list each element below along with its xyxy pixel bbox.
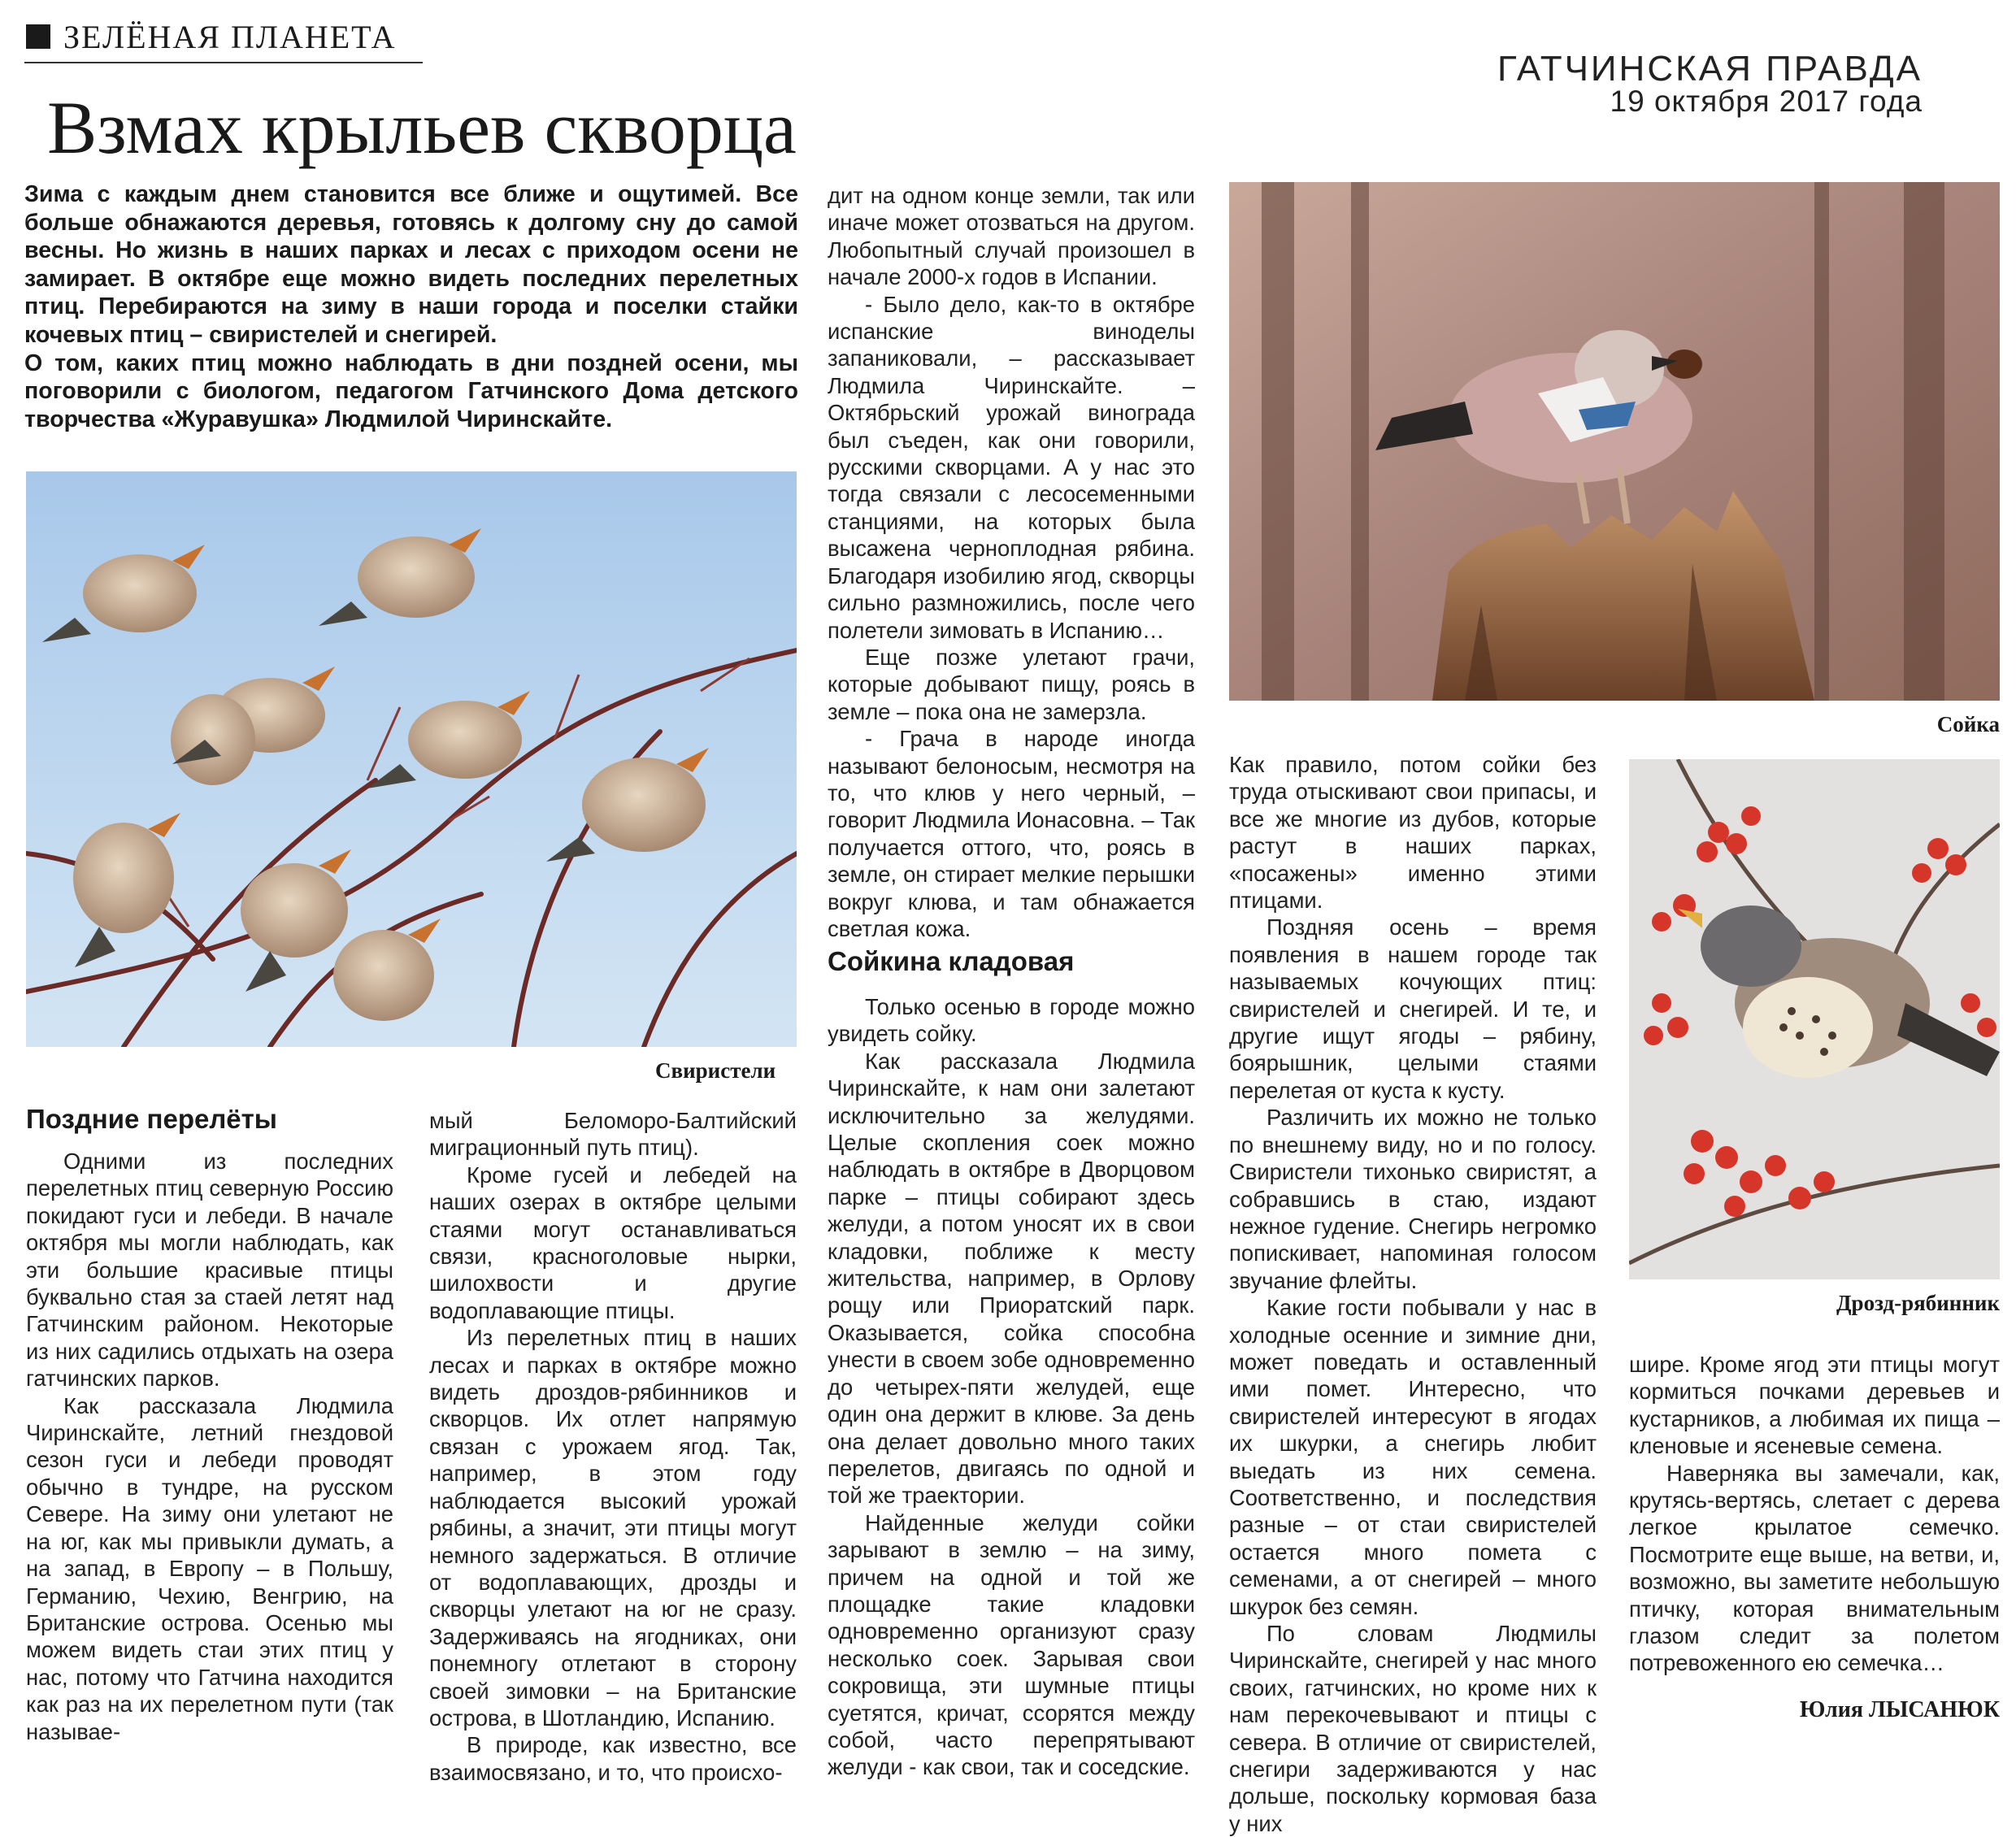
fieldfare-photo bbox=[1629, 759, 2000, 1279]
newspaper-name: ГАТЧИНСКАЯ ПРАВДА bbox=[1497, 49, 1923, 89]
article-column-4 bbox=[1229, 751, 1597, 1837]
paragraph: Найденные желуди сойки зарывают в землю – на зиму, причем на одной и той же площадке такие кладовки одновременно организуют сразу несколько соек. Зарывая свои сокровища, эти шумные птицы суетятся, кричат, ссорятся между собой, часто перепрятывают желуди - как свои, так и соседские. bbox=[828, 1509, 1195, 1780]
paragraph: Различить их можно не только по внешнему виду, но и по голосу. Свиристели тихонько свиристят, а собравшись в стаю, издают нежное гудение. Снегирь негромко попискивает, напоминая голосом звучание флейты. bbox=[1229, 1105, 1597, 1293]
paragraph: дит на одном конце земли, так или иначе может отозваться на другом. Любопытный случай произошел в начале 2000-х годов в Испании. bbox=[828, 183, 1195, 290]
waxwings-photo bbox=[26, 471, 797, 1047]
article-column-2 bbox=[429, 1107, 797, 1786]
article-column-5 bbox=[1629, 1351, 2000, 1677]
paragraph: В природе, как известно, все взаимосвязано, и то, что происхо- bbox=[429, 1732, 797, 1785]
paragraph: - Было дело, как-то в октябре испанские виноделы запаниковали, – рассказывает Людмила Чиринскайте. – Октябрьский урожай винограда был съеден, как они говорили, русскими скворцами. А у нас это тогда связали с лесосеменными станциями, на которых была высажена черноплодная рябина. Благодаря изобилию ягод, скворцы сильно размножились, после чего полетели зимовать в Испанию… bbox=[828, 291, 1195, 643]
article-author: Юлия ЛЫСАНЮК bbox=[1799, 1697, 2000, 1722]
paragraph: Поздняя осень – время появления в нашем городе так называемых кочующих птиц: свиристелей и снегирей. И те, и другие ищут ягоды – рябину, боярышник, целыми стаями перелетая от куста к кусту. bbox=[1229, 914, 1597, 1103]
jay-caption: Сойка bbox=[1936, 712, 2000, 736]
paragraph: Как рассказала Людмила Чиринскайте, к нам они залетают исключительно за желудями. Целые скопления соек можно наблюдать в октябре в Дворцовом парке – птицы собирают здесь желуди, а потом уносят их в свои кладовки, поближе к месту жительства, например, в Орлову рощу или Приоратский парк. Оказывается, сойка способна унести в своем зобе одновременно до четырех-пяти желудей, еще один она держит в клюве. За день она делает довольно много таких перелетов, двигаясь по одной и той же траектории. bbox=[828, 1048, 1195, 1509]
paragraph: Какие гости побывали у нас в холодные осенние и зимние дни, может поведать и оставленный ими помет. Интересно, что свиристелей интересуют в ягодах их шкурки, а снегирь любит выедать из них семена. Соответственно, и последствия разные – от стаи свиристелей остается много помета с семенами, а от снегирей – много шкурок без семян. bbox=[1229, 1295, 1597, 1619]
section-title-jay-pantry: Сойкина кладовая bbox=[828, 946, 1075, 976]
section-rubric bbox=[24, 15, 423, 63]
paragraph: По словам Людмилы Чиринскайте, снегирей у нас много своих, гатчинских, но кроме них к нам перекочевывают и птицы с севера. В отличие от свиристелей, снегири задерживаются у нас дольше, поскольку кормовая база у них bbox=[1229, 1621, 1597, 1836]
paragraph: Наверняка вы замечали, как, крутясь-вертясь, слетает с дерева легкое крылатое семечко. Посмотрите еще выше, на ветви, и, возможно, вы заметите небольшую птичку, которая внимательным глазом следит за полетом потревоженного ею семечка… bbox=[1629, 1460, 2000, 1676]
paragraph: Еще позже улетают грачи, которые добывают пищу, роясь в земле – пока она не замерзла. bbox=[828, 644, 1195, 724]
paragraph: - Грача в народе иногда называют белоносым, несмотря на то, что клюв у него черный, – говорит Людмила Ионасовна. – Так получается оттого, что, роясь в земле, он стирает мелкие перышки вокруг клюва, и там обнажается светлая кожа. bbox=[828, 726, 1195, 941]
paragraph: Кроме гусей и лебедей на наших озерах в октябре целыми стаями могут останавливаться связи, красноголовые нырки, шилохвости и другие водоплавающие птицы. bbox=[429, 1162, 797, 1323]
article-column-3 bbox=[828, 993, 1195, 1781]
fieldfare-caption: Дрозд-рябинник bbox=[1836, 1291, 2000, 1315]
paragraph: шире. Кроме ягод эти птицы могут кормиться почками деревьев и кустарников, а любимая их пища – кленовые и ясеневые семена. bbox=[1629, 1352, 2000, 1459]
paragraph: Из перелетных птиц в наших лесах и парках в октябре можно видеть дроздов-рябинников и скворцов. Их отлет напрямую связан с урожаем ягод. Так, например, в этом году наблюдается высокий урожай рябины, а значит, эти птицы могут немного задержаться. В отличие от водоплавающих, дрозды и скворцы улетают на юг не сразу. Задерживаясь на ягодниках, они понемногу отлетают в сторону своей зимовки – на Британские острова, в Шотландию, Испанию. bbox=[429, 1325, 797, 1731]
waxwings-caption: Свиристели bbox=[655, 1058, 776, 1083]
paragraph: мый Беломоро-Балтийский миграционный путь птиц). bbox=[429, 1108, 797, 1161]
article-lead bbox=[24, 180, 798, 433]
section-title-late-migration: Поздние перелёты bbox=[26, 1104, 277, 1134]
lead-paragraph: Зима с каждым днем становится все ближе и ощутимей. Все больше обнажаются деревья, готовясь к долгому сну до самой весны. Но жизнь в наших парках и лесах с приходом осени не замирает. В октябре еще можно видеть последних перелетных птиц. Перебираются на зиму в наши города и поселки стайки кочевых птиц – свиристелей и снегирей. bbox=[24, 181, 798, 348]
paragraph: Как правило, потом сойки без труда отыскивают свои припасы, и все же многие из дубов, которые растут в наших парках, «посажены» именно этими птицами. bbox=[1229, 752, 1597, 914]
article-column-1 bbox=[26, 1148, 393, 1745]
paragraph: Одними из последних перелетных птиц северную Россию покидают гуси и лебеди. В начале октября мы могли наблюдать, как эти большие красивые птицы буквально стая за стаей летят над Гатчинским районом. Некоторые из них садились отдыхать на озера гатчинских парков. bbox=[26, 1149, 393, 1392]
article-headline: Взмах крыльев скворца bbox=[47, 86, 797, 169]
rubric-label: ЗЕЛЁНАЯ ПЛАНЕТА bbox=[63, 19, 397, 55]
lead-paragraph: О том, каких птиц можно наблюдать в дни поздней осени, мы поговорили с биологом, педагогом Гатчинского Дома детского творчества «Журавушка» Людмилой Чиринскайте. bbox=[24, 350, 798, 432]
paragraph: Только осенью в городе можно увидеть сойку. bbox=[828, 994, 1195, 1047]
jay-photo bbox=[1229, 182, 2000, 701]
rubric-square-icon bbox=[26, 24, 50, 49]
newspaper-date: 19 октября 2017 года bbox=[1610, 85, 1923, 118]
paragraph: Как рассказала Людмила Чиринскайте, летний гнездовой сезон гуси и лебеди проводят обычно в тундре, на русском Севере. На зиму они улетают не на юг, как мы привыкли думать, а на запад, в Европу – в Польшу, Германию, Чехию, Венгрию, на Британские острова. Осенью мы можем видеть стаи этих птиц у нас, потому что Гатчина находится как раз на их перелетном пути (так называе- bbox=[26, 1392, 393, 1744]
article-column-3-top bbox=[828, 182, 1195, 942]
